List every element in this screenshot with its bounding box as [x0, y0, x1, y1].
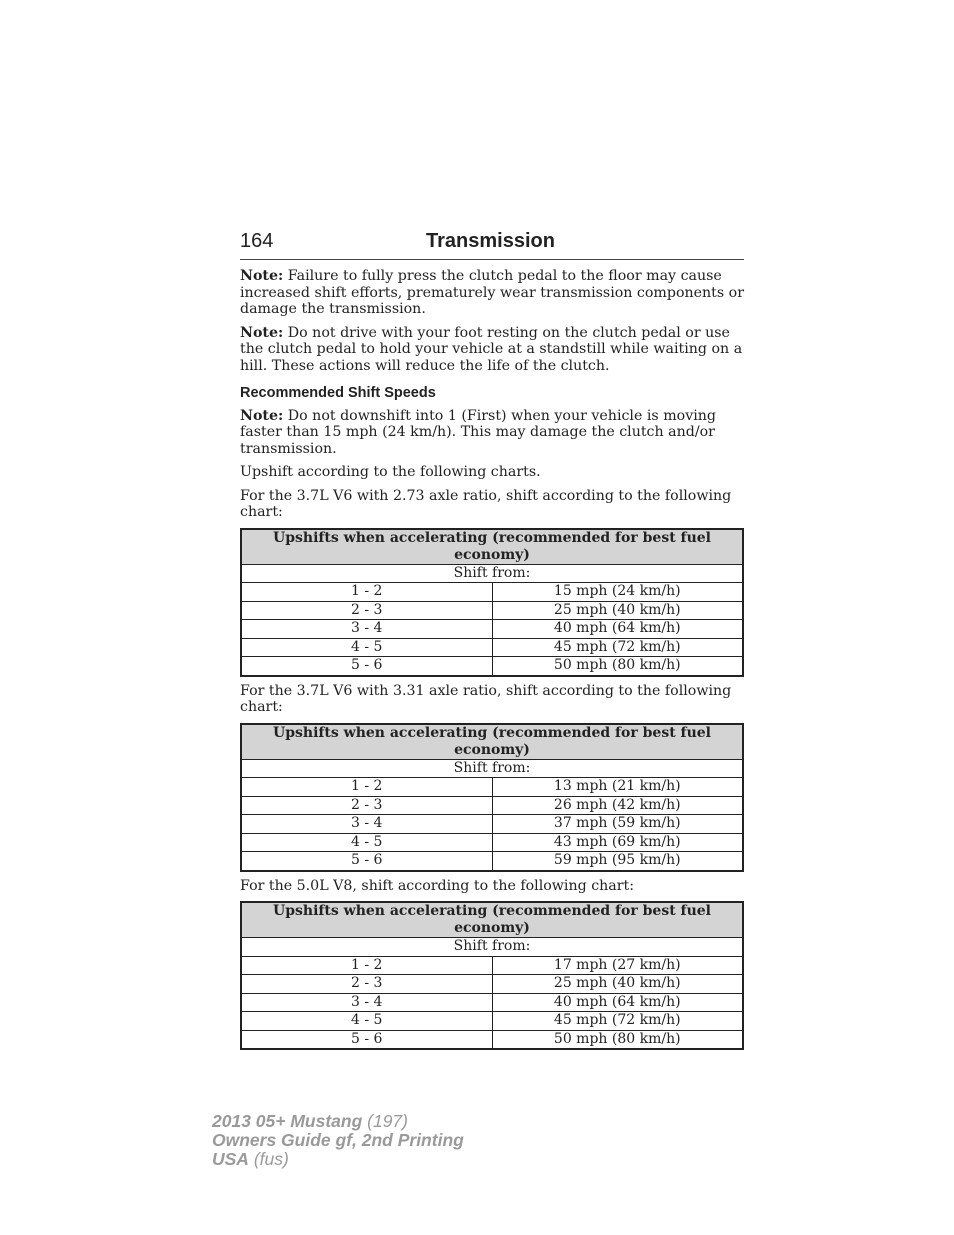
shift-speed-table	[240, 901, 744, 1050]
note-label: Note:	[240, 407, 284, 424]
table-row	[241, 601, 743, 620]
gear-shift-cell: 2 - 3	[241, 601, 492, 620]
speed-cell: 17 mph (27 km/h)	[492, 956, 743, 975]
shift-speed-table	[240, 528, 744, 677]
gear-shift-cell: 1 - 2	[241, 583, 492, 602]
page-header	[240, 229, 744, 260]
intro-text: Upshift according to the following charts.	[240, 464, 541, 480]
footer	[212, 1112, 464, 1169]
table-row	[241, 993, 743, 1012]
speed-cell: 45 mph (72 km/h)	[492, 1012, 743, 1031]
speed-cell: 50 mph (80 km/h)	[492, 657, 743, 676]
footer-line	[212, 1150, 464, 1169]
note-label: Note:	[240, 268, 284, 284]
footer-model-code: (197)	[362, 1111, 408, 1131]
gear-shift-cell: 5 - 6	[241, 1030, 492, 1049]
speed-cell: 50 mph (80 km/h)	[492, 1030, 743, 1049]
table-row	[241, 1030, 743, 1049]
footer-line	[212, 1131, 464, 1150]
gear-shift-cell: 2 - 3	[241, 975, 492, 994]
table-row	[241, 956, 743, 975]
table-subheader: Shift from:	[241, 938, 743, 957]
table-subheader: Shift from:	[241, 759, 743, 778]
note-text: Do not downshift into 1 (First) when your vehicle is moving faster than 15 mph (24 km/h). This may damage the clutch and/or transmission.	[240, 407, 716, 457]
speed-cell: 43 mph (69 km/h)	[492, 833, 743, 852]
speed-cell: 45 mph (72 km/h)	[492, 638, 743, 657]
speed-cell: 26 mph (42 km/h)	[492, 796, 743, 815]
table-row	[241, 638, 743, 657]
table-header: Upshifts when accelerating (recommended for best fuel economy)	[241, 724, 743, 760]
table-row	[241, 833, 743, 852]
speed-cell: 40 mph (64 km/h)	[492, 620, 743, 639]
table-row	[241, 815, 743, 834]
table-row	[241, 583, 743, 602]
speed-cell: 40 mph (64 km/h)	[492, 993, 743, 1012]
shift-tables	[240, 488, 744, 1051]
note-text: Do not drive with your foot resting on the clutch pedal or use the clutch pedal to hold your vehicle at a standstill while waiting on a hill. These actions will reduce the life of the clutch.	[240, 324, 743, 374]
speed-cell: 59 mph (95 km/h)	[492, 852, 743, 871]
table-subheader: Shift from:	[241, 564, 743, 583]
table-row	[241, 852, 743, 871]
gear-shift-cell: 3 - 4	[241, 815, 492, 834]
table-caption: For the 3.7L V6 with 2.73 axle ratio, shift according to the following chart:	[240, 487, 732, 520]
footer-market: USA	[212, 1149, 249, 1169]
page-number: 164	[240, 230, 274, 252]
table-row	[241, 620, 743, 639]
footer-guide: Owners Guide gf, 2nd Printing	[212, 1130, 464, 1150]
note-paragraph	[240, 408, 744, 458]
gear-shift-cell: 3 - 4	[241, 620, 492, 639]
gear-shift-cell: 2 - 3	[241, 796, 492, 815]
gear-shift-cell: 5 - 6	[241, 657, 492, 676]
gear-shift-cell: 4 - 5	[241, 638, 492, 657]
footer-line	[212, 1112, 464, 1131]
speed-cell: 25 mph (40 km/h)	[492, 601, 743, 620]
footer-model: 2013 05+ Mustang	[212, 1111, 363, 1131]
speed-cell: 13 mph (21 km/h)	[492, 778, 743, 797]
table-row	[241, 975, 743, 994]
gear-shift-cell: 5 - 6	[241, 852, 492, 871]
table-row	[241, 778, 743, 797]
table-caption: For the 5.0L V8, shift according to the following chart:	[240, 877, 634, 894]
table-row	[241, 1012, 743, 1031]
footer-market-code: (fus)	[248, 1149, 289, 1169]
note-paragraph	[240, 268, 744, 318]
shift-speed-table	[240, 723, 744, 872]
table-caption: For the 3.7L V6 with 3.31 axle ratio, shift according to the following chart:	[240, 682, 732, 715]
table-row	[241, 796, 743, 815]
gear-shift-cell: 1 - 2	[241, 956, 492, 975]
gear-shift-cell: 1 - 2	[241, 778, 492, 797]
speed-cell: 15 mph (24 km/h)	[492, 583, 743, 602]
gear-shift-cell: 4 - 5	[241, 833, 492, 852]
table-row	[241, 657, 743, 676]
page-title: Transmission	[426, 230, 555, 252]
table-header: Upshifts when accelerating (recommended for best fuel economy)	[241, 902, 743, 938]
note-label: Note:	[240, 324, 284, 341]
note-text: Failure to fully press the clutch pedal to the floor may cause increased shift efforts, prematurely wear transmission components or damage the transmission.	[240, 268, 744, 317]
page-content	[240, 268, 744, 1056]
gear-shift-cell: 4 - 5	[241, 1012, 492, 1031]
table-header: Upshifts when accelerating (recommended for best fuel economy)	[241, 529, 743, 565]
section-heading: Recommended Shift Speeds	[240, 385, 436, 401]
gear-shift-cell: 3 - 4	[241, 993, 492, 1012]
speed-cell: 25 mph (40 km/h)	[492, 975, 743, 994]
note-paragraph	[240, 325, 744, 375]
speed-cell: 37 mph (59 km/h)	[492, 815, 743, 834]
